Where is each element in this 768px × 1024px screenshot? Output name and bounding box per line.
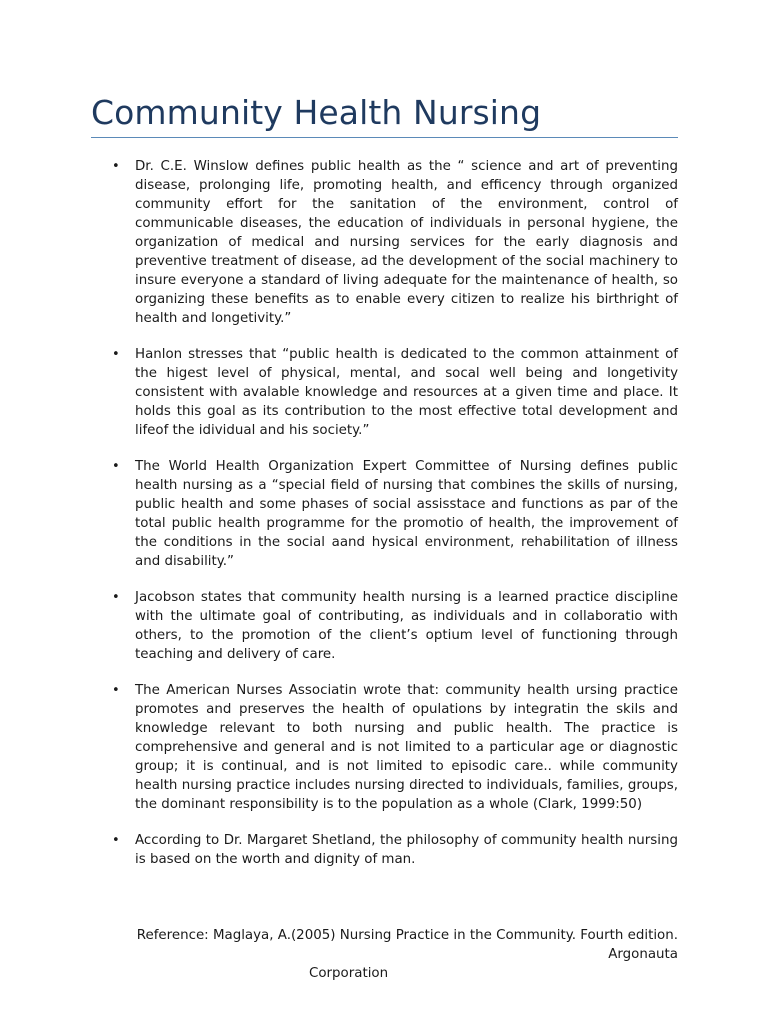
- list-item-hanlon: [112, 345, 678, 440]
- reference-line-3: Corporation: [309, 966, 389, 981]
- bullet-icon: •: [112, 459, 120, 474]
- list-item-winslow: [112, 157, 678, 328]
- reference-citation: [112, 926, 678, 983]
- bullet-icon: •: [112, 159, 120, 174]
- bullet-icon: •: [112, 590, 120, 605]
- page-title: Community Health Nursing: [91, 93, 542, 132]
- list-item-ana: [112, 681, 678, 814]
- reference-line-1: Reference: Maglaya, A.(2005) Nursing Practice in the Community. Fourth edition.: [136, 928, 678, 943]
- list-item-text: The World Health Organization Expert Committee of Nursing defines public health nursing as a “special field of nursing that combines the skills of nursing, public health and some phases of social assisstace and functions as par of the total public health programme for the promotio of health, the improvement of the conditions in the social aand hysical environment, rehabilitation of illness and disability.”: [135, 459, 678, 569]
- definitions-list: [112, 157, 678, 886]
- list-item-text: According to Dr. Margaret Shetland, the philosophy of community health nursing is based on the worth and dignity of man.: [135, 833, 678, 867]
- list-item-shetland: [112, 831, 678, 869]
- title-divider: [91, 137, 678, 138]
- list-item-text: Jacobson states that community health nursing is a learned practice discipline with the ultimate goal of contributing, as individuals and in collaboratio with others, to the promotion of the client’s optium level of functioning through teaching and delivery of care.: [135, 590, 678, 662]
- list-item-text: Dr. C.E. Winslow defines public health as the “ science and art of preventing disease, prolonging life, promoting health, and efficency through organized community effort for the sanitation of the environment, control of communicable diseases, the education of individuals in personal hygiene, the organization of medical and nursing services for the early diagnosis and preventive treatment of disease, ad the development of the social machinery to insure everyone a standard of living adequate for the maintenance of health, so organizing these benefits as to enable every citizen to realize his birthright of health and longetivity.”: [135, 159, 678, 326]
- list-item-who: [112, 457, 678, 571]
- list-item-jacobson: [112, 588, 678, 664]
- bullet-icon: •: [112, 683, 120, 698]
- bullet-icon: •: [112, 833, 120, 848]
- list-item-text: Hanlon stresses that “public health is dedicated to the common attainment of the higest level of physical, mental, and socal well being and longetivity consistent with avalable knowledge and resources at a given time and place. It holds this goal as its contribution to the most effective total development and lifeof the idividual and his society.”: [135, 347, 678, 438]
- list-item-text: The American Nurses Associatin wrote that: community health ursing practice promotes and preserves the health of opulations by integratin the skils and knowledge relevant to both nursing and public health. The practice is comprehensive and general and is not limited to a particular age or diagnostic group; it is continual, and is not limited to episodic care.. while community health nursing practice includes nursing directed to individuals, families, groups, the dominant responsibility is to the population as a whole (Clark, 1999:50): [135, 683, 678, 812]
- bullet-icon: •: [112, 347, 120, 362]
- reference-line-2: Argonauta: [608, 947, 678, 962]
